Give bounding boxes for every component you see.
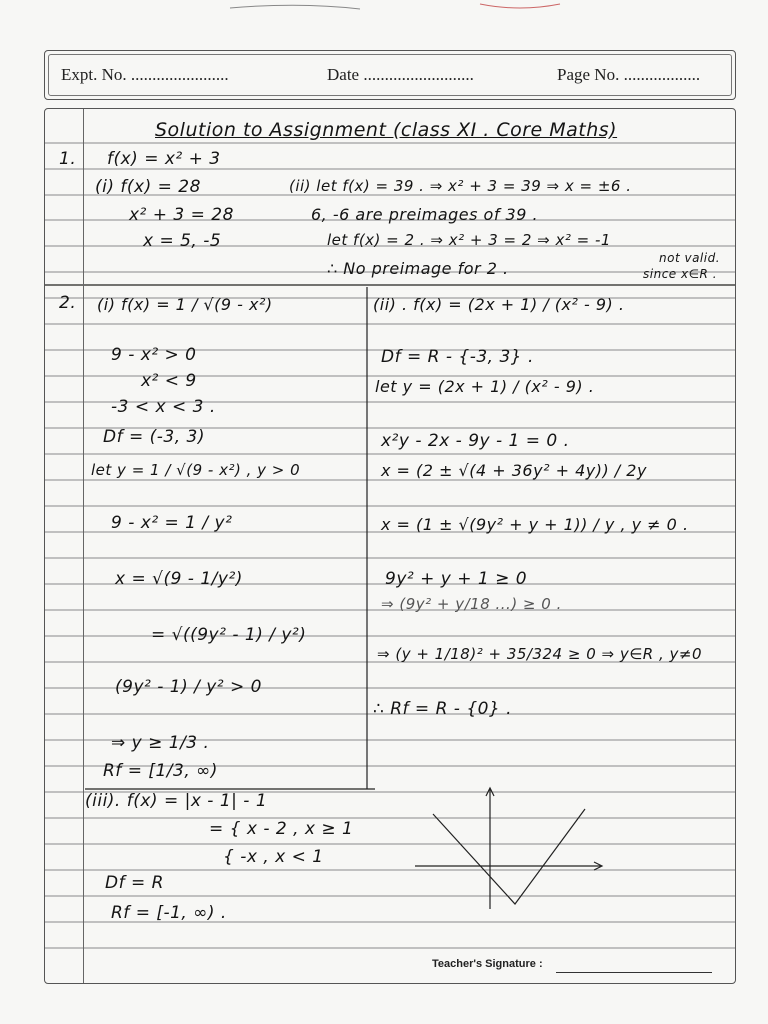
q2-iii-line2: = { x - 2 , x ≥ 1 [209,819,354,839]
expt-no-field: Expt. No. ....................... [61,65,229,84]
margin-line [83,109,84,983]
q2-i-line2: 9 - x² > 0 [111,345,197,365]
q2-i-line10: (9y² - 1) / y² > 0 [115,677,262,697]
q2-ii-line2: Df = R - {-3, 3} . [381,347,534,367]
modulus-graph [415,788,602,909]
q2-ii-line3: let y = (2x + 1) / (x² - 9) . [375,377,595,396]
q1-note-since: since x∈R . [643,267,718,281]
q2-iii-line4: Df = R [105,873,164,893]
q1-ii-line1: (ii) let f(x) = 39 . ⇒ x² + 3 = 39 ⇒ x = ±6 . [289,177,632,195]
q1-note-not-valid: not valid. [659,251,721,265]
q2-i-line12: Rf = [1/3, ∞) [103,761,218,781]
q2-ii-line5: x = (2 ± √(4 + 36y² + 4y)) / 2y [381,461,647,480]
q1-i-line2: x² + 3 = 28 [129,205,234,225]
ruled-writing-area [44,108,736,984]
q1-number: 1. [59,149,77,169]
q1-ii-line4: ∴ No preimage for 2 . [327,259,509,278]
q1-ii-line3: let f(x) = 2 . ⇒ x² + 3 = 2 ⇒ x² = -1 [327,231,611,249]
q1-i-line3: x = 5, -5 [143,231,222,251]
signature-line [556,972,712,973]
page-header-box [44,50,736,100]
q2-i-line11: ⇒ y ≥ 1/3 . [111,733,210,753]
q1-ii-line2: 6, -6 are preimages of 39 . [311,205,539,224]
q2-ii-line7: 9y² + y + 1 ≥ 0 [385,569,528,589]
q2-i-line8: x = √(9 - 1/y²) [115,569,243,589]
top-scribble [0,0,768,14]
q2-ii-line4: x²y - 2x - 9y - 1 = 0 . [381,431,570,451]
q2-i-line3: x² < 9 [141,371,197,391]
q2-i-line6: let y = 1 / √(9 - x²) , y > 0 [91,461,301,479]
q2-i-line5: Df = (-3, 3) [103,427,205,447]
q2-ii-line6: x = (1 ± √(9y² + y + 1)) / y , y ≠ 0 . [381,515,689,534]
q2-ii-line1: (ii) . f(x) = (2x + 1) / (x² - 9) . [373,295,625,314]
teacher-signature-label: Teacher's Signature : [432,958,543,970]
assignment-title: Solution to Assignment (class XI . Core Maths) [155,119,618,141]
date-field: Date .......................... [327,65,474,84]
q2-iii-line5: Rf = [-1, ∞) . [111,903,227,923]
q2-ii-line8: ⇒ (9y² + y/18 ...) ≥ 0 . [381,595,562,613]
q2-i-line9: = √((9y² - 1) / y²) [151,625,307,645]
q2-iii-line3: { -x , x < 1 [223,847,324,867]
q2-iii-line1: (iii). f(x) = |x - 1| - 1 [85,791,268,811]
q2-number: 2. [59,293,77,313]
page-no-field: Page No. .................. [557,65,701,84]
q1-statement: f(x) = x² + 3 [107,149,221,169]
q2-i-line4: -3 < x < 3 . [111,397,216,417]
q2-ii-line10: ∴ Rf = R - {0} . [373,699,513,719]
q2-i-line7: 9 - x² = 1 / y² [111,513,233,533]
q2-ii-line9: ⇒ (y + 1/18)² + 35/324 ≥ 0 ⇒ y∈R , y≠0 [377,645,703,663]
q2-i-line1: (i) f(x) = 1 / √(9 - x²) [97,295,273,314]
q1-i-line1: (i) f(x) = 28 [95,177,201,197]
